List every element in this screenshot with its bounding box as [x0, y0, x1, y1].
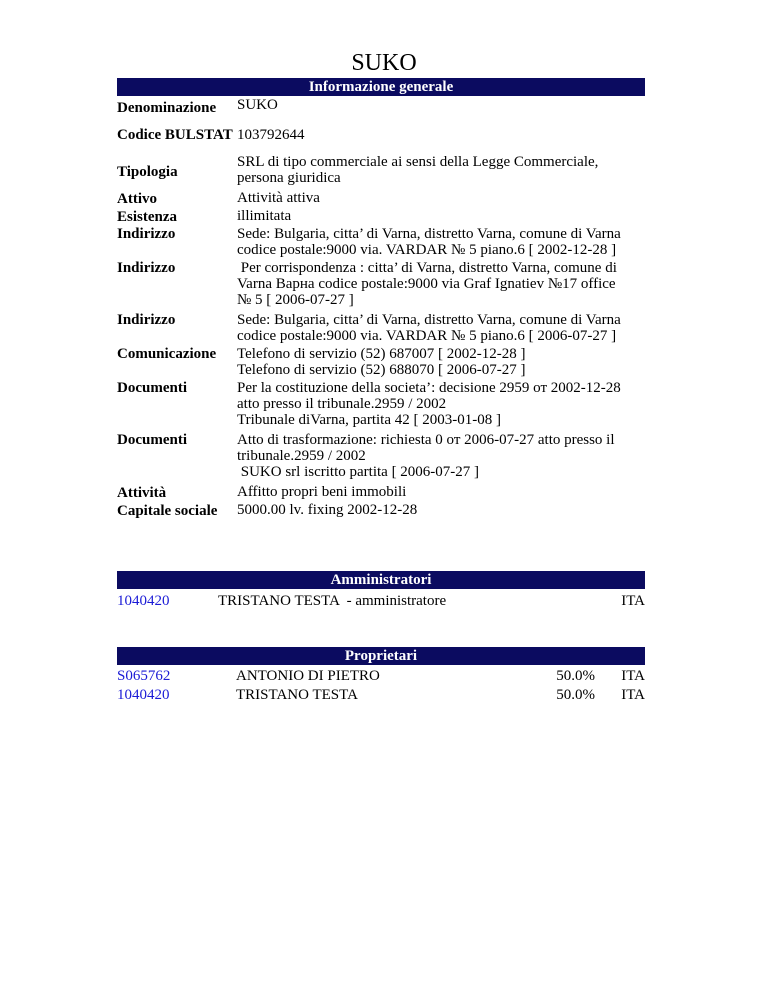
- owner-id-link[interactable]: S065762: [117, 668, 171, 684]
- info-value: Per la costituzione della societa’: decisione 2959 от 2002-12-28 atto presso il tribunale.2959 / 2002 Tribunale diVarna, partita 42 [ 2003-01-08 ]: [237, 380, 621, 428]
- info-row-attivo: [117, 190, 647, 208]
- administrator-country: ITA: [621, 593, 645, 609]
- section-header-administrators: Amministratori: [117, 571, 645, 589]
- owner-country: ITA: [621, 687, 645, 703]
- owner-row: [117, 667, 645, 685]
- owner-name: ANTONIO DI PIETRO: [236, 668, 380, 684]
- administrator-row: [117, 592, 645, 610]
- info-row-comunicazione: [117, 346, 647, 380]
- owner-row: [117, 686, 645, 704]
- info-label: Esistenza: [117, 209, 177, 225]
- info-row-indirizzo: [117, 226, 647, 260]
- info-label: Comunicazione: [117, 346, 217, 362]
- info-row-capitale-sociale: [117, 502, 647, 520]
- info-label: Attivo: [117, 191, 157, 207]
- info-value: SUKO: [237, 97, 278, 113]
- info-row-indirizzo: [117, 312, 647, 346]
- owner-share: 50.0%: [556, 687, 595, 703]
- owner-name: TRISTANO TESTA: [236, 687, 358, 703]
- info-label: Codice BULSTAT: [117, 127, 233, 143]
- info-label: Indirizzo: [117, 312, 176, 328]
- info-value: Sede: Bulgaria, citta’ di Varna, distretto Varna, comune di Varna codice postale:9000 via. VARDAR № 5 piano.6 [ 2002-12-28 ]: [237, 226, 621, 258]
- info-row-documenti: [117, 380, 647, 432]
- info-value: Attività attiva: [237, 190, 320, 206]
- info-label: Capitale sociale: [117, 503, 218, 519]
- info-value: Per corrispondenza : citta’ di Varna, distretto Varna, comune di Varna Варна codice postale:9000 via Graf Ignatiev №17 office № 5 [ 2006-07-27 ]: [237, 260, 617, 308]
- info-label: Indirizzo: [117, 226, 176, 242]
- administrator-id-link[interactable]: 1040420: [117, 593, 170, 609]
- info-value: 5000.00 lv. fixing 2002-12-28: [237, 502, 418, 518]
- info-label: Tipologia: [117, 164, 178, 180]
- info-label: Indirizzo: [117, 260, 176, 276]
- info-row-indirizzo: [117, 260, 647, 312]
- info-value: 103792644: [237, 127, 305, 143]
- section-header-owners: Proprietari: [117, 647, 645, 665]
- info-value: Atto di trasformazione: richiesta 0 от 2006-07-27 atto presso il tribunale.2959 / 2002 SUKO srl iscritto partita [ 2006-07-27 ]: [237, 432, 615, 480]
- info-label: Documenti: [117, 432, 187, 448]
- owner-id-link[interactable]: 1040420: [117, 687, 170, 703]
- info-value: SRL di tipo commerciale ai sensi della Legge Commerciale, persona giuridica: [237, 154, 599, 186]
- info-row-codice-bulstat: [117, 118, 647, 152]
- section-header-general: Informazione generale: [117, 78, 645, 96]
- owner-share: 50.0%: [556, 668, 595, 684]
- owner-country: ITA: [621, 668, 645, 684]
- info-row-documenti: [117, 432, 647, 484]
- info-row-denominazione: [117, 97, 647, 118]
- info-row-tipologia: [117, 152, 647, 190]
- info-value: Telefono di servizio (52) 687007 [ 2002-12-28 ] Telefono di servizio (52) 688070 [ 2006-07-27 ]: [237, 346, 526, 378]
- info-label: Documenti: [117, 380, 187, 396]
- administrator-name: TRISTANO TESTA - amministratore: [218, 593, 447, 609]
- general-info-table: [117, 97, 647, 520]
- page-title: SUKO: [238, 50, 530, 80]
- info-value: Affitto propri beni immobili: [237, 484, 407, 500]
- info-label: Attività: [117, 485, 167, 501]
- info-row-esistenza: [117, 208, 647, 226]
- info-label: Denominazione: [117, 99, 217, 116]
- info-value: illimitata: [237, 208, 292, 224]
- info-row-attivita: [117, 484, 647, 502]
- info-value: Sede: Bulgaria, citta’ di Varna, distretto Varna, comune di Varna codice postale:9000 via. VARDAR № 5 piano.6 [ 2006-07-27 ]: [237, 312, 621, 344]
